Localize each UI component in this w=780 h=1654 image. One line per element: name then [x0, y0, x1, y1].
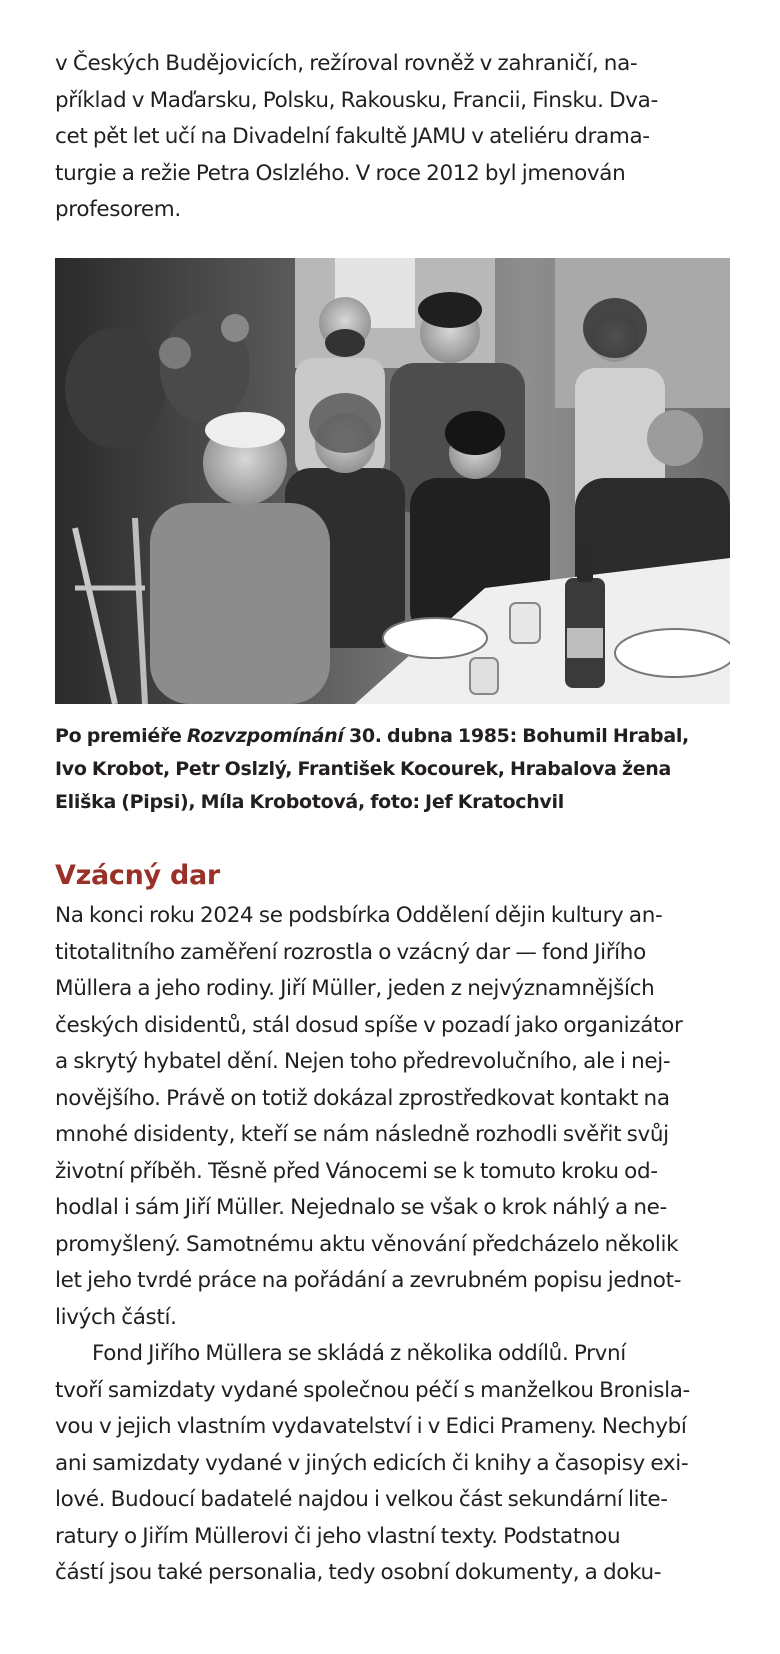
section-heading: Vzácný dar [55, 860, 220, 891]
caption-title: Rozvzpomínání [186, 725, 344, 747]
text-line: vou v jejich vlastním vydavatelství i v Edici Prameny. Nechybí [55, 1414, 687, 1439]
text-line: Müllera a jeho rodiny. Jiří Müller, jeden z nejvýznamnějších [55, 976, 655, 1001]
text-line: Fond Jiřího Müllera se skládá z několika oddílů. První [92, 1341, 626, 1366]
photo-caption [55, 720, 735, 819]
text-line: novějšího. Právě on totiž dokázal zprostředkovat kontakt na [55, 1085, 670, 1111]
text-line: českých disidentů, stál dosud spíše v pozadí jako organizátor [55, 1012, 683, 1038]
text-line: profesorem. [55, 197, 181, 222]
caption-line: Ivo Krobot, Petr Oslzlý, František Kocourek, Hrabalova žena [55, 758, 672, 780]
caption-prefix: Po premiéře [55, 725, 187, 747]
text-line: a skrytý hybatel dění. Nejen toho předrevolučního, ale i nej- [55, 1049, 671, 1074]
text-line: příklad v Maďarsku, Polsku, Rakousku, Francii, Finsku. Dva- [55, 87, 658, 113]
text-line: částí jsou také personalia, tedy osobní dokumenty, a doku- [55, 1560, 662, 1585]
caption-line [55, 720, 735, 753]
text-line: lové. Budoucí badatelé najdou i velkou část sekundární lite- [55, 1487, 668, 1512]
article-body [55, 898, 735, 1592]
text-line: turgie a režie Petra Oslzlého. V roce 2012 byl jmenován [55, 160, 626, 186]
intro-paragraph [55, 46, 735, 229]
group-photo [55, 258, 730, 704]
text-line: tvoří samizdaty vydané společnou péčí s manželkou Bronisla- [55, 1377, 690, 1403]
caption-line: Eliška (Pipsi), Míla Krobotová, foto: Jef Kratochvil [55, 791, 564, 813]
text-line: hodlal i sám Jiří Müller. Nejednalo se však o krok náhlý a ne- [55, 1195, 667, 1220]
text-line: let jeho tvrdé práce na pořádání a zevrubném popisu jednot- [55, 1268, 682, 1293]
text-line: livých částí. [55, 1304, 177, 1330]
text-line: ratury o Jiřím Müllerovi či jeho vlastní texty. Podstatnou [55, 1523, 621, 1549]
text-line: cet pět let učí na Divadelní fakultě JAMU v ateliéru drama- [55, 124, 650, 149]
text-line: titotalitního zaměření rozrostla o vzácný dar — fond Jiřího [55, 939, 646, 965]
caption-rest: 30. dubna 1985: Bohumil Hrabal, [343, 725, 689, 747]
text-line: životní příběh. Těsně před Vánocemi se k tomuto kroku od- [55, 1158, 658, 1184]
text-line: ani samizdaty vydané v jiných edicích či knihy a časopisy exi- [55, 1450, 689, 1476]
text-line: promyšlený. Samotnému aktu věnování předcházelo několik [55, 1231, 679, 1257]
text-line: v Českých Budějovicích, režíroval rovněž v zahraničí, na- [55, 51, 638, 76]
text-line: Na konci roku 2024 se podsbírka Oddělení dějin kultury an- [55, 903, 663, 928]
text-line: mnohé disidenty, kteří se nám následně rozhodli svěřit svůj [55, 1122, 669, 1147]
